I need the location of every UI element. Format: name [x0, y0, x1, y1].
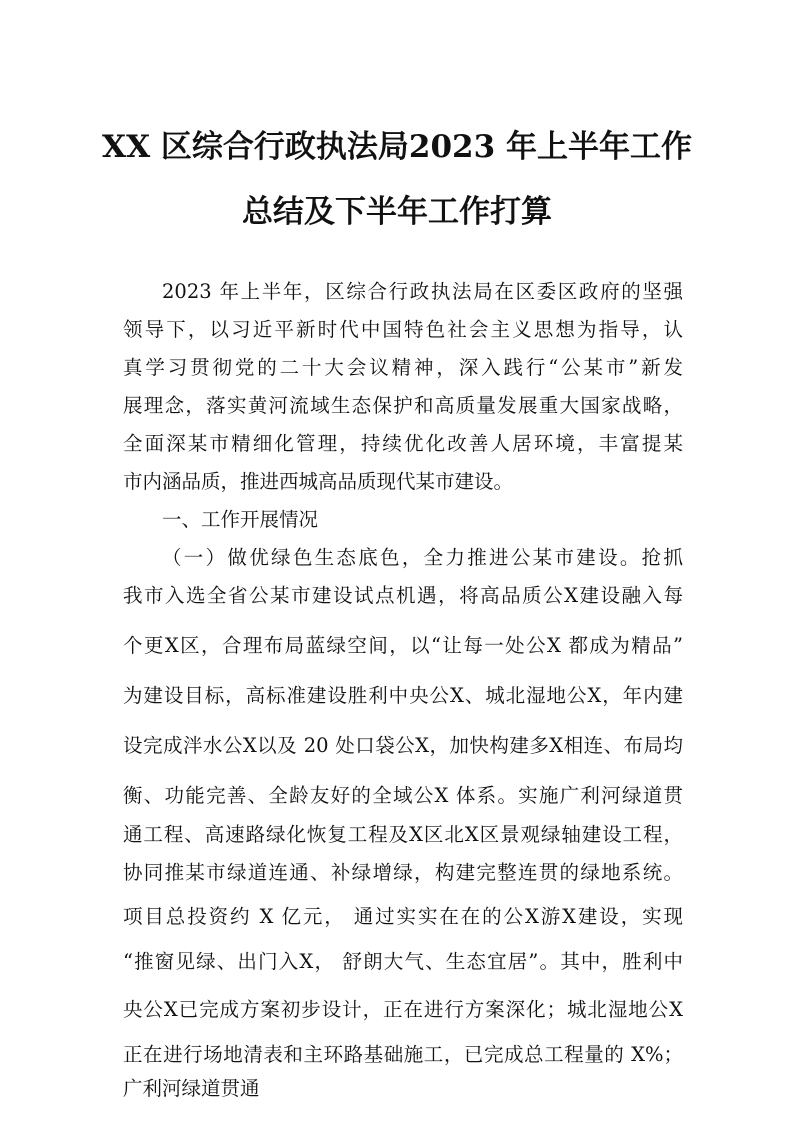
paragraph-line: 我市入选全省公某市建设试点机遇，将高品质公X建设融入每 — [123, 584, 683, 607]
paragraph-line: 2023 年上半年，区综合行政执法局在区委区政府的坚强 — [162, 280, 683, 303]
paragraph-line: 市内涵品质，推进西城高品质现代某市建设。 — [123, 470, 514, 493]
paragraph-line: 设完成泮水公X以及 20 处口袋公X，加快构建多X相连、布局均 — [123, 734, 683, 757]
paragraph-line: 真学习贯彻党的二十大会议精神，深入践行“公某市”新发 — [123, 356, 683, 379]
paragraph-line: 通工程、高速路绿化恢复工程及X区北X区景观绿轴建设工程， — [123, 823, 683, 846]
paragraph-line: “推窗见绿、出门入X， 舒朗大气、生态宜居”。其中，胜利中 — [123, 950, 683, 973]
paragraph-line: （一）做优绿色生态底色，全力推进公某市建设。抢抓 — [162, 546, 683, 569]
title-line-1: XX 区综合行政执法局2023 年上半年工作 — [102, 129, 692, 165]
paragraph-line: 展理念，落实黄河流域生态保护和高质量发展重大国家战略， — [123, 394, 683, 417]
title-line-2: 总结及下半年工作打算 — [242, 194, 552, 230]
paragraph-line: 协同推某市绿道连通、补绿增绿，构建完整连贯的绿地系统。 — [123, 861, 683, 884]
paragraph-line: 衡、功能完善、全龄友好的全域公X 体系。实施广利河绿道贯 — [123, 784, 683, 807]
paragraph-line: 央公X已完成方案初步设计，正在进行方案深化；城北湿地公X — [123, 998, 683, 1021]
section-heading: 一、工作开展情况 — [162, 508, 319, 531]
paragraph-line: 项目总投资约 X 亿元， 通过实实在在的公X游X建设，实现 — [123, 905, 683, 928]
paragraph-line: 广利河绿道贯通 — [123, 1077, 260, 1100]
paragraph-line: 为建设目标，高标准建设胜利中央公X、城北湿地公X，年内建 — [123, 684, 683, 707]
paragraph-line: 领导下，以习近平新时代中国特色社会主义思想为指导，认 — [123, 318, 683, 341]
paragraph-line: 个更X区，合理布局蓝绿空间，以“让每一处公X 都成为精品” — [123, 634, 683, 657]
paragraph-line: 正在进行场地清表和主环路基础施工，已完成总工程量的 X%； — [123, 1043, 683, 1066]
paragraph-line: 全面深某市精细化管理，持续优化改善人居环境，丰富提某 — [123, 432, 683, 455]
